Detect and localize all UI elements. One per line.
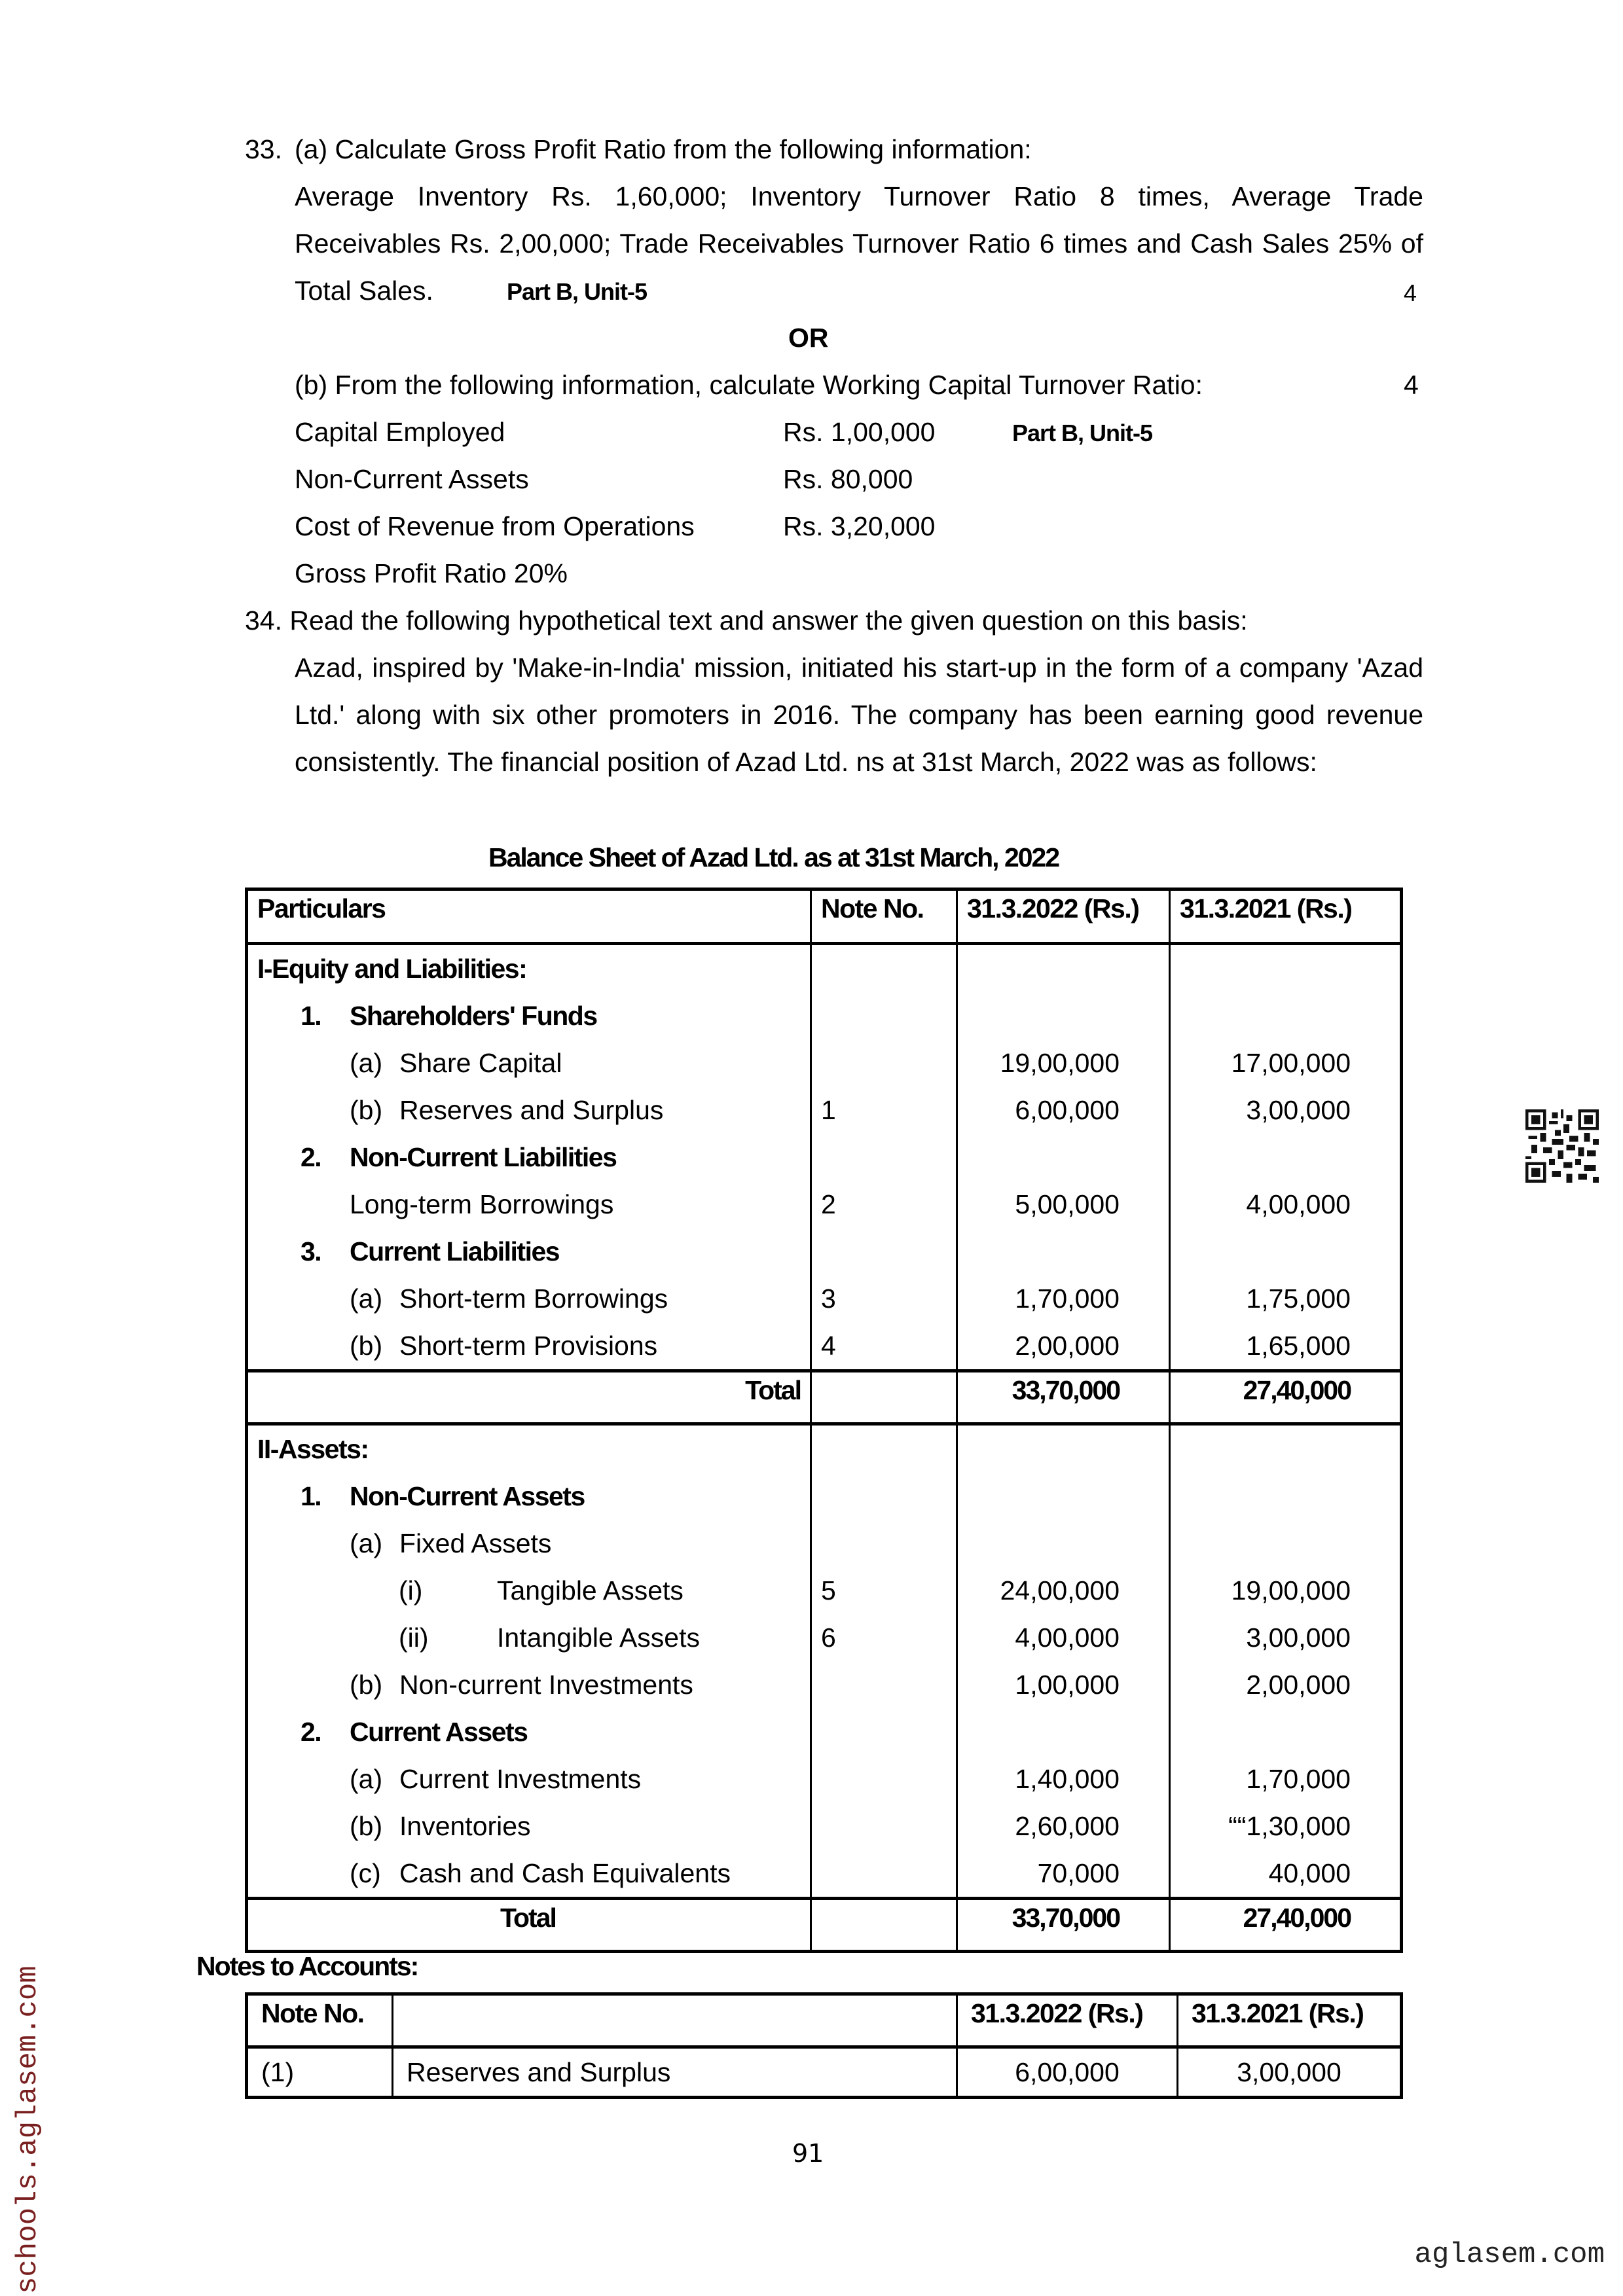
table-row — [247, 1473, 1402, 1520]
q34-paragraph-line1: Azad, inspired by 'Make-in-India' mission, initiated his start-up in the form of a company 'Azad — [295, 653, 1423, 683]
section-heading-equity-liabilities: I-Equity and Liabilities: — [247, 944, 811, 993]
value-2022: 2,60,000 — [957, 1803, 1170, 1850]
table-row — [247, 1181, 1402, 1228]
total-label: Total — [247, 1371, 811, 1424]
row-label: (b) Short-term Provisions — [247, 1322, 811, 1371]
q33b-item-value: Rs. 3,20,000 — [783, 511, 936, 541]
column-header-particulars: Particulars — [247, 889, 811, 944]
watermark-footer: aglasem.com — [1414, 2238, 1605, 2271]
table-row — [247, 1424, 1402, 1473]
table-row — [247, 1803, 1402, 1850]
note-no-cell — [811, 1039, 957, 1086]
table-row — [247, 944, 1402, 993]
subsection-current-assets: 2. Current Assets — [247, 1708, 811, 1755]
table-row — [247, 1708, 1402, 1755]
note-no-cell: 4 — [811, 1322, 957, 1371]
value-2022: 24,00,000 — [957, 1567, 1170, 1614]
note-no-cell: 1 — [811, 1086, 957, 1134]
q33b-item-value: Rs. 1,00,000 — [783, 417, 936, 447]
note-no-cell: 5 — [811, 1567, 957, 1614]
row-label: (i) Tangible Assets — [247, 1567, 811, 1614]
total-2021: 27,40,000 — [1170, 1899, 1402, 1952]
q33a-unit-tag: Part B, Unit-5 — [507, 278, 647, 305]
value-2022: 1,70,000 — [957, 1275, 1170, 1322]
total-label: Total — [247, 1899, 811, 1952]
watermark-side: schools.aglasem.com — [12, 1965, 45, 2294]
page-number: 91 — [792, 2139, 824, 2168]
note-no-cell — [811, 1850, 957, 1899]
row-label: Long-term Borrowings — [247, 1181, 811, 1228]
column-header-2021: 31.3.2021 (Rs.) — [1170, 889, 1402, 944]
balance-sheet-title: Balance Sheet of Azad Ltd. as at 31st March, 2022 — [488, 842, 1059, 872]
total-row-assets — [247, 1899, 1402, 1952]
column-header-note-no: Note No. — [811, 889, 957, 944]
q33b-item-value: Rs. 80,000 — [783, 464, 913, 494]
q33b-marks: 4 — [1404, 370, 1419, 400]
table-row — [247, 1134, 1402, 1181]
table-row — [247, 1275, 1402, 1322]
value-2021: 3,00,000 — [1170, 1086, 1402, 1134]
balance-sheet-table — [245, 888, 1403, 1953]
q33b-item-label: Non-Current Assets — [295, 464, 529, 494]
notes-table — [245, 1992, 1403, 2099]
row-label: (c) Cash and Cash Equivalents — [247, 1850, 811, 1899]
row-label: (b) Non-current Investments — [247, 1661, 811, 1708]
q33b-heading: (b) From the following information, calculate Working Capital Turnover Ratio: — [295, 370, 1203, 400]
note-no-cell — [811, 1755, 957, 1803]
row-label: (a) Fixed Assets — [247, 1520, 811, 1567]
value-2021: 2,00,000 — [1170, 1661, 1402, 1708]
value-2021: 1,70,000 — [1170, 1755, 1402, 1803]
value-2022: 1,00,000 — [957, 1661, 1170, 1708]
q33b-item-label: Cost of Revenue from Operations — [295, 511, 695, 541]
note-no-cell: 6 — [811, 1614, 957, 1661]
note-no-cell — [811, 1661, 957, 1708]
column-header-note-no: Note No. — [247, 1994, 393, 2047]
table-row — [247, 1086, 1402, 1134]
subsection-current-liabilities: 3. Current Liabilities — [247, 1228, 811, 1275]
table-row — [247, 1567, 1402, 1614]
note-no-cell: (1) — [247, 2047, 393, 2098]
row-label: (ii) Intangible Assets — [247, 1614, 811, 1661]
notes-header-row — [247, 1994, 1402, 2047]
table-row — [247, 1614, 1402, 1661]
value-2021: 40,000 — [1170, 1850, 1402, 1899]
subsection-non-current-liabilities: 2. Non-Current Liabilities — [247, 1134, 811, 1181]
value-2021: 3,00,000 — [1170, 1614, 1402, 1661]
q33a-line3: Total Sales. — [295, 276, 433, 306]
column-header-2022: 31.3.2022 (Rs.) — [957, 889, 1170, 944]
table-row — [247, 1661, 1402, 1708]
q33a-line2: Receivables Rs. 2,00,000; Trade Receivables Turnover Ratio 6 times and Cash Sales 25% of — [295, 228, 1423, 259]
table-row — [247, 1755, 1402, 1803]
value-2022: 2,00,000 — [957, 1322, 1170, 1371]
value-2022: 4,00,000 — [957, 1614, 1170, 1661]
value-2022: 1,40,000 — [957, 1755, 1170, 1803]
or-separator: OR — [788, 323, 829, 353]
q33b-item-label: Capital Employed — [295, 417, 505, 447]
subsection-non-current-assets: 1. Non-Current Assets — [247, 1473, 811, 1520]
value-2022: 6,00,000 — [957, 2047, 1178, 2098]
q33b-item-label: Gross Profit Ratio 20% — [295, 558, 568, 588]
row-label: (a) Share Capital — [247, 1039, 811, 1086]
note-no-cell: 3 — [811, 1275, 957, 1322]
table-row — [247, 1039, 1402, 1086]
q33a-heading: (a) Calculate Gross Profit Ratio from the following information: — [295, 134, 1032, 164]
row-label: (a) Short-term Borrowings — [247, 1275, 811, 1322]
table-row — [247, 2047, 1402, 2098]
table-row — [247, 1228, 1402, 1275]
q34-paragraph-line3: consistently. The financial position of Azad Ltd. ns at 31st March, 2022 was as follows: — [295, 747, 1317, 777]
q33a-line1: Average Inventory Rs. 1,60,000; Inventory Turnover Ratio 8 times, Average Trade — [295, 181, 1423, 211]
table-row — [247, 1850, 1402, 1899]
row-label: (b) Reserves and Surplus — [247, 1086, 811, 1134]
column-header-2021: 31.3.2021 (Rs.) — [1178, 1994, 1402, 2047]
table-row — [247, 1520, 1402, 1567]
qr-code-icon — [1525, 1109, 1599, 1183]
value-2022: 6,00,000 — [957, 1086, 1170, 1134]
total-2022: 33,70,000 — [957, 1371, 1170, 1424]
q33a-marks: 4 — [1404, 279, 1417, 306]
row-label: (b) Inventories — [247, 1803, 811, 1850]
column-header-particulars — [393, 1994, 957, 2047]
note-no-cell — [811, 1803, 957, 1850]
column-header-2022: 31.3.2022 (Rs.) — [957, 1994, 1178, 2047]
table-row — [247, 992, 1402, 1039]
subsection-shareholders-funds: 1. Shareholders' Funds — [247, 992, 811, 1039]
value-2021: 1,75,000 — [1170, 1275, 1402, 1322]
row-label: Reserves and Surplus — [393, 2047, 957, 2098]
section-heading-assets: II-Assets: — [247, 1424, 811, 1473]
value-2022: 70,000 — [957, 1850, 1170, 1899]
total-2021: 27,40,000 — [1170, 1371, 1402, 1424]
value-2021: ““1,30,000 — [1170, 1803, 1402, 1850]
table-header-row — [247, 889, 1402, 944]
table-row — [247, 1322, 1402, 1371]
value-2022: 19,00,000 — [957, 1039, 1170, 1086]
value-2022: 5,00,000 — [957, 1181, 1170, 1228]
q34-heading: 34. Read the following hypothetical text and answer the given question on this basis: — [245, 605, 1248, 636]
value-2021: 1,65,000 — [1170, 1322, 1402, 1371]
value-2021: 3,00,000 — [1178, 2047, 1402, 2098]
total-2022: 33,70,000 — [957, 1899, 1170, 1952]
row-label: (a) Current Investments — [247, 1755, 811, 1803]
value-2021: 17,00,000 — [1170, 1039, 1402, 1086]
value-2021: 4,00,000 — [1170, 1181, 1402, 1228]
total-row-liabilities — [247, 1371, 1402, 1424]
q33-number: 33. — [245, 134, 282, 164]
value-2021: 19,00,000 — [1170, 1567, 1402, 1614]
q33b-unit-tag: Part B, Unit-5 — [1012, 420, 1153, 446]
q34-paragraph-line2: Ltd.' along with six other promoters in 2016. The company has been earning good revenue — [295, 700, 1423, 730]
note-no-cell: 2 — [811, 1181, 957, 1228]
notes-title: Notes to Accounts: — [196, 1951, 418, 1981]
